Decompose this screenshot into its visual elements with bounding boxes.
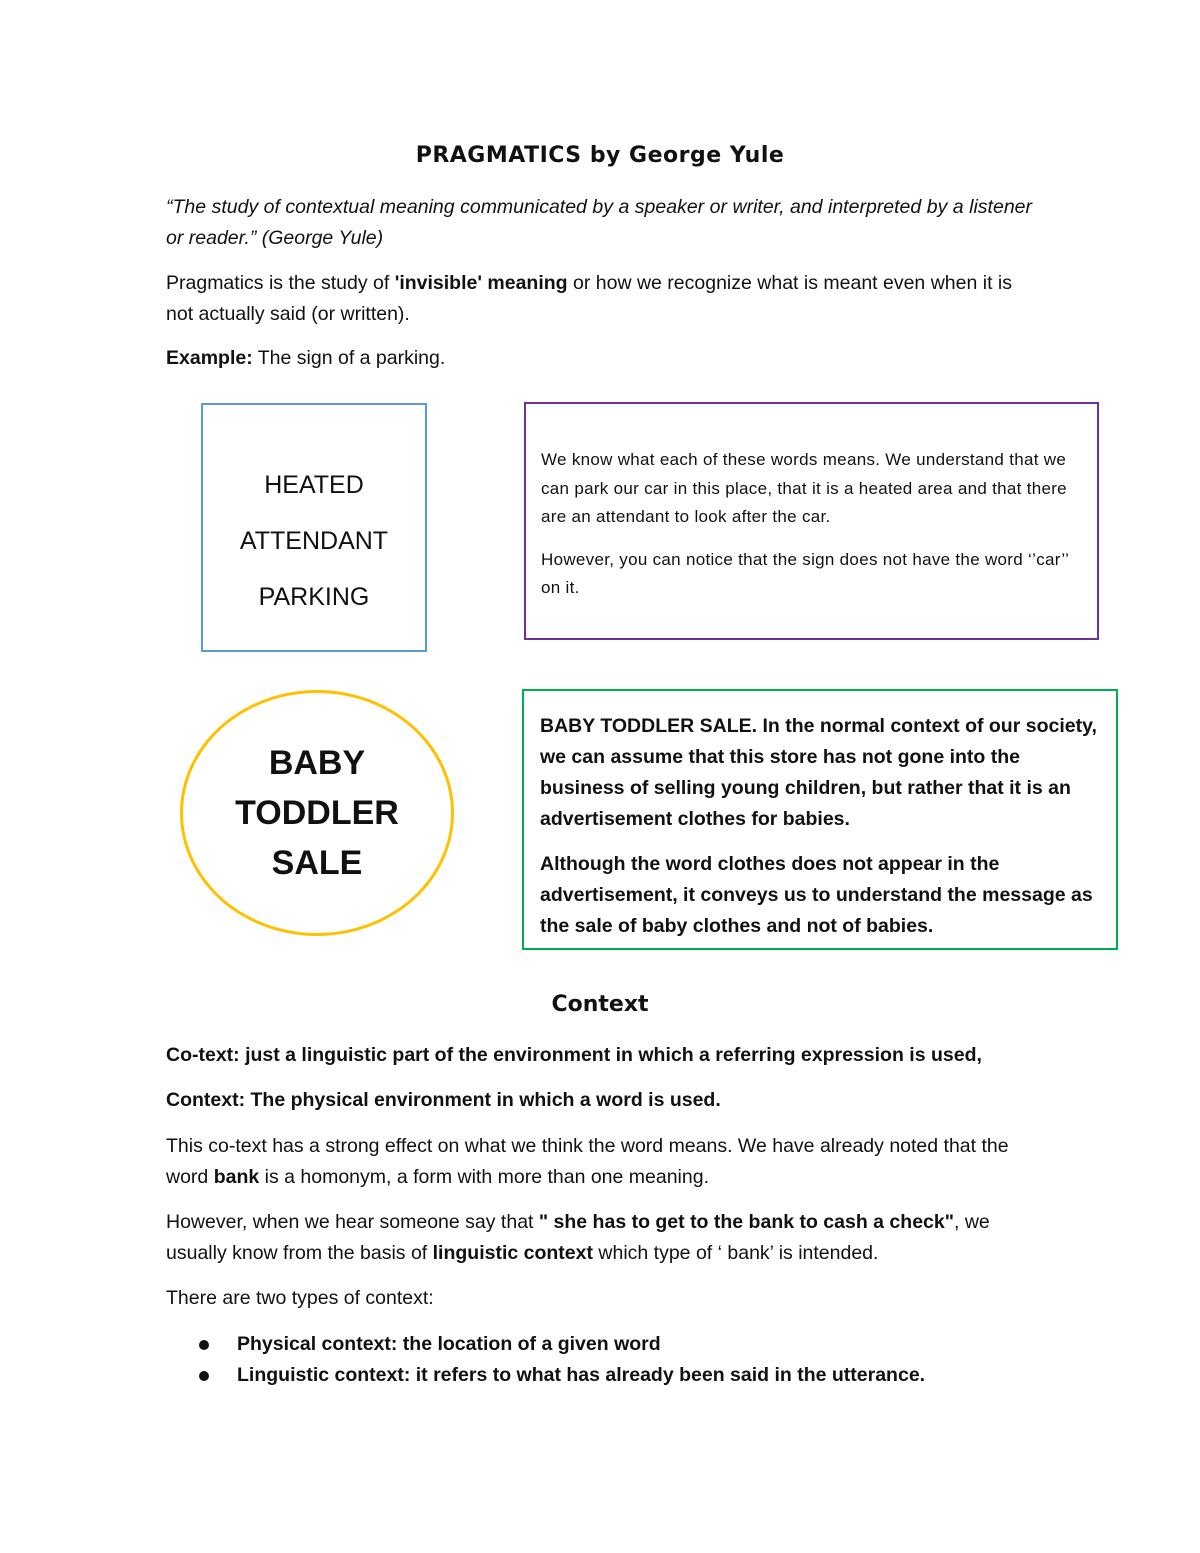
- list-item: [199, 1360, 1099, 1391]
- para2-bold-phrase: linguistic context: [432, 1242, 593, 1264]
- list-item-text: Physical context: the location of a given word: [237, 1333, 661, 1355]
- cotext-effect-paragraph: [166, 1131, 1032, 1193]
- toddler-explanation-p1: BABY TODDLER SALE. In the normal context of our society, we can assume that this store has not gone into the business of selling young children, but rather that it is an advertisement clothes for babies.: [540, 715, 1097, 830]
- intro-paragraph: [166, 268, 1032, 330]
- toddler-explanation-box: [522, 689, 1118, 950]
- toddler-sign-line-1: BABY: [268, 744, 366, 782]
- parking-sign-line-1: HEATED: [264, 471, 364, 499]
- example-line: [166, 343, 1032, 374]
- context-definition: Context: The physical environment in which a word is used.: [166, 1089, 721, 1111]
- para2-text-end: which type of ‘ bank’ is intended.: [592, 1242, 879, 1264]
- parking-sign-line-3: PARKING: [258, 583, 370, 611]
- intro-text-end: or how we recognize what is meant even when it is not actually said (or written).: [166, 272, 1012, 325]
- document-title: PRAGMATICS by George Yule: [415, 143, 785, 168]
- parking-explanation-p1: We know what each of these words means. We understand that we can park our car in this place, that it is a heated area and that there are an attendant to look after the car.: [541, 450, 1067, 526]
- parking-sign-box: [201, 403, 427, 652]
- list-item: [199, 1329, 1099, 1360]
- bullet-icon: [199, 1371, 209, 1381]
- bullet-icon: [199, 1340, 209, 1350]
- para1-text-start: This co-text has a strong effect on what we think the word means. We have already noted that the word: [166, 1135, 1009, 1188]
- toddler-sign-line-3: SALE: [271, 844, 363, 882]
- parking-explanation-box: [524, 402, 1099, 640]
- bank-example-paragraph: [166, 1207, 1032, 1269]
- context-types-list: [199, 1329, 1099, 1391]
- para2-bold-quote: " she has to get to the bank to cash a check": [538, 1211, 954, 1233]
- list-item-text: Linguistic context: it refers to what has already been said in the utterance.: [237, 1364, 926, 1386]
- yule-definition-quote: “The study of contextual meaning communicated by a speaker or writer, and interpreted by a listener or reader.” (George Yule): [166, 196, 1032, 249]
- types-intro: There are two types of context:: [166, 1287, 434, 1309]
- para1-text-end: is a homonym, a form with more than one meaning.: [259, 1166, 709, 1188]
- intro-bold-phrase: 'invisible' meaning: [394, 272, 568, 294]
- context-heading: Context: [551, 992, 649, 1017]
- parking-explanation-p2: However, you can notice that the sign does not have the word ‘’car’’ on it.: [541, 549, 1069, 597]
- toddler-sign-line-2: TODDLER: [235, 794, 399, 832]
- intro-text-start: Pragmatics is the study of: [166, 272, 395, 294]
- example-label: Example:: [166, 347, 253, 369]
- para2-text-start: However, when we hear someone say that: [166, 1211, 539, 1233]
- toddler-explanation-p2: Although the word clothes does not appear in the advertisement, it conveys us to understand the message as the sale of baby clothes and not of babies.: [540, 853, 1093, 937]
- example-text: The sign of a parking.: [252, 347, 446, 369]
- toddler-sale-circle: [180, 690, 454, 936]
- cotext-definition: Co-text: just a linguistic part of the environment in which a referring expression is used,: [166, 1044, 982, 1066]
- para2-text-middle: , we usually know from the basis of: [166, 1211, 990, 1264]
- parking-sign-line-2: ATTENDANT: [239, 527, 389, 555]
- para1-bold-word: bank: [213, 1166, 260, 1188]
